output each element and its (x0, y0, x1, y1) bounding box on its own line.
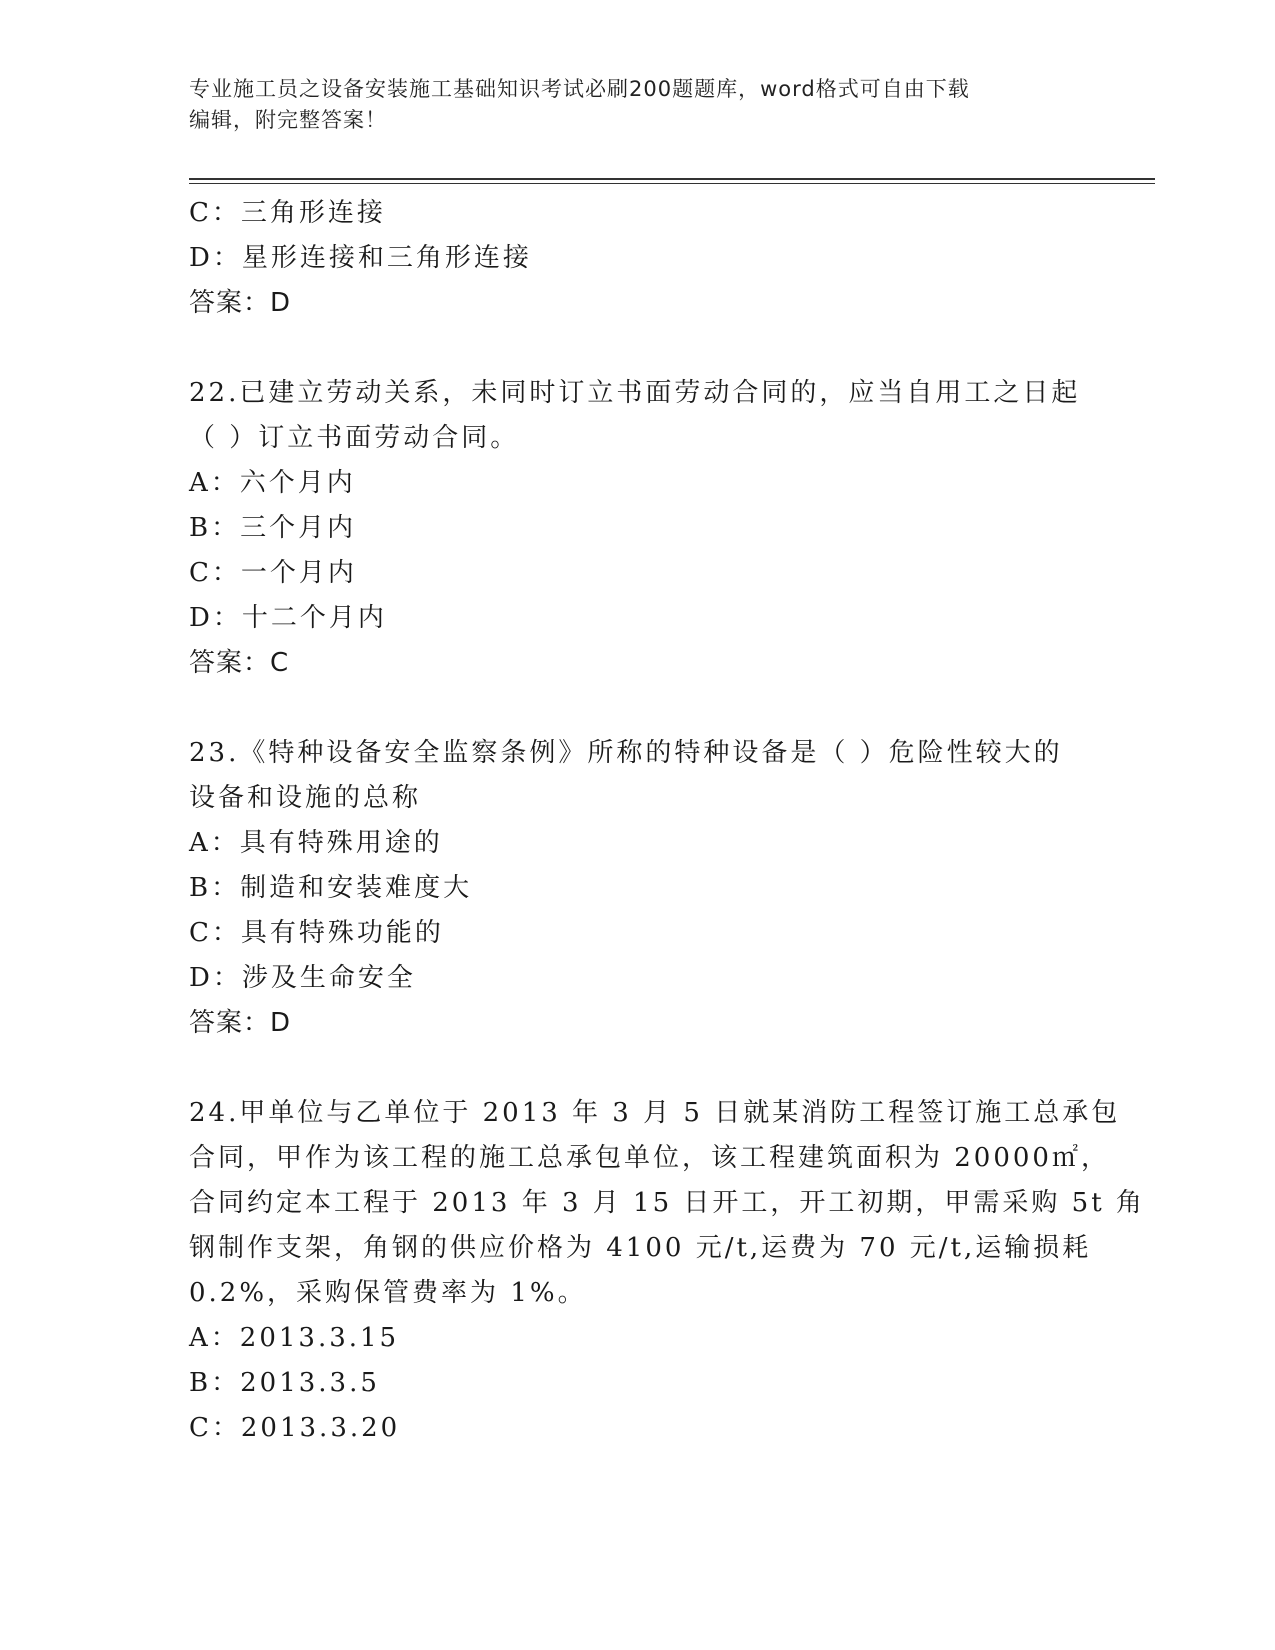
q22-option-c: C：一个月内 (189, 558, 357, 588)
q21-answer: 答案：D (189, 288, 292, 318)
q21-option-c: C：三角形连接 (189, 198, 386, 228)
q23-stem-line-2: 设备和设施的总称 (189, 783, 422, 813)
q22-stem-line-2: （ ）订立书面劳动合同。 (189, 423, 520, 453)
q24-option-a: A：2013.3.15 (189, 1323, 400, 1353)
header-divider-thick (189, 178, 1155, 180)
q23-stem-line-1: 23.《特种设备安全监察条例》所称的特种设备是（ ）危险性较大的 (189, 738, 1063, 768)
q23-option-c: C：具有特殊功能的 (189, 918, 444, 948)
document-header (189, 74, 1069, 136)
q24-option-c: C：2013.3.20 (189, 1413, 401, 1443)
q21-option-d: D：星形连接和三角形连接 (189, 243, 532, 273)
q23-answer: 答案：D (189, 1008, 292, 1038)
q24-stem-line-4: 钢制作支架，角钢的供应价格为 4100 元/t,运费为 70 元/t,运输损耗 (189, 1233, 1092, 1263)
q24-stem-line-5: 0.2%，采购保管费率为 1%。 (189, 1278, 587, 1308)
q23-option-a: A：具有特殊用途的 (189, 828, 443, 858)
q24-stem-line-1: 24.甲单位与乙单位于 2013 年 3 月 5 日就某消防工程签订施工总承包 (189, 1098, 1121, 1128)
q22-option-d: D：十二个月内 (189, 603, 387, 633)
q23-option-b: B：制造和安装难度大 (189, 873, 473, 903)
header-title-line-1: 专业施工员之设备安装施工基础知识考试必刷200题题库，word格式可自由下载 (189, 77, 970, 101)
header-divider-thin (189, 183, 1155, 184)
q23-option-d: D：涉及生命安全 (189, 963, 416, 993)
q22-answer: 答案：C (189, 648, 290, 678)
q22-option-b: B：三个月内 (189, 513, 357, 543)
q22-stem-line-1: 22.已建立劳动关系，未同时订立书面劳动合同的，应当自用工之日起 (189, 378, 1081, 408)
q24-option-b: B：2013.3.5 (189, 1368, 380, 1398)
q22-option-a: A：六个月内 (189, 468, 356, 498)
q24-stem-line-3: 合同约定本工程于 2013 年 3 月 15 日开工，开工初期，甲需采购 5t 角 (189, 1188, 1145, 1218)
q24-stem-line-2: 合同，甲作为该工程的施工总承包单位，该工程建筑面积为 20000㎡， (189, 1143, 1110, 1173)
header-title-line-2: 编辑，附完整答案！ (189, 108, 387, 132)
